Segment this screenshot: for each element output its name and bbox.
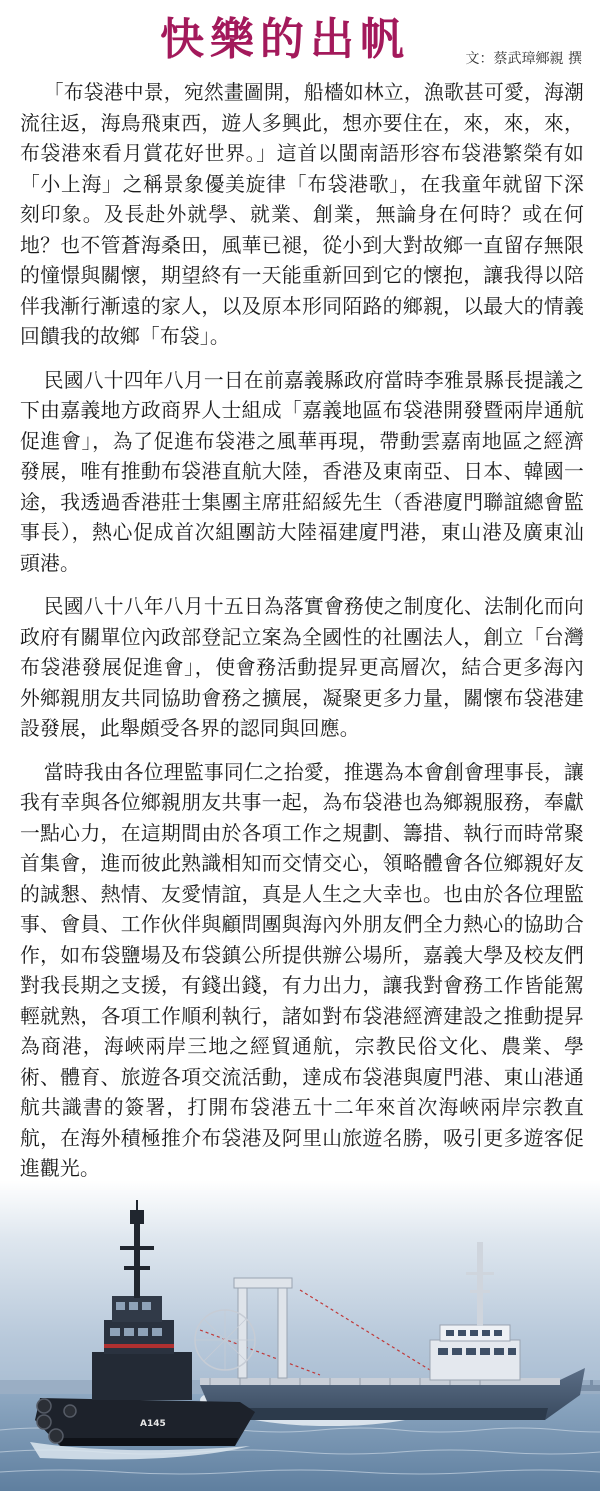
article-byline: 文：蔡武璋鄉親 撰 [465, 51, 582, 67]
article-paragraph-2: 民國八十四年八月一日在前嘉義縣政府當時李雅景縣長提議之下由嘉義地方政商界人士組成「嘉義地區布袋港開發暨兩岸通航促進會」，為了促進布袋港之風華再現，帶動雲嘉南地區之經濟發展，唯有推動布袋港直航大陸，香港及東南亞、日本、韓國一途，我透過香港莊士集團主席莊紹綏先生（香港廈門聯誼總會監事長），熱心促成首次組團訪大陸福建廈門港，東山港及廣東汕頭港。 [20, 368, 584, 575]
article-header [0, 0, 600, 76]
article-paragraph-4: 當時我由各位理監事同仁之抬愛，推選為本會創會理事長，讓我有幸與各位鄉親朋友共事一起，為布袋港也為鄉親服務，奉獻一點心力，在這期間由於各項工作之規劃、籌措、執行而時常聚首集會，進而彼此熟識相知而交情交心，領略體會各位鄉親好友的誠懇、熱情、友愛情誼，真是人生之大幸也。也由於各位理監事、會員、工作伙伴與顧問團與海內外朋友們全力熱心的協助合作，如布袋鹽場及布袋鎮公所提供辦公場所，嘉義大學及校友們對我長期之支援，有錢出錢，有力出力，讓我對會務工作皆能駕輕就熟，各項工作順利執行，諸如對布袋港經濟建設之推動提昇為商港，海峽兩岸三地之經貿通航，宗教民俗文化、農業、學術、體育、旅遊各項交流活動，達成布袋港與廈門港、東山港通航共識書的簽署，打開布袋港五十二年來首次海峽兩岸宗教直航，在海外積極推介布袋港及阿里山旅遊名勝，吸引更多遊客促進觀光。 [20, 760, 584, 1180]
harbor-photo-illustration [0, 1180, 600, 1491]
article-title: 快樂的出帆 [160, 14, 410, 65]
article-paragraph-1: 「布袋港中景，宛然畫圖開，船檣如林立，漁歌甚可愛，海潮流往返，海鳥飛東西，遊人多興此，想亦要住在，來，來，來，布袋港來看月賞花好世界。」這首以閩南語形容布袋港繁榮有如「小上海」之稱景象優美旋律「布袋港歌」，在我童年就留下深刻印象。及長赴外就學、就業、創業，無論身在何時？或在何地？也不管蒼海桑田，風華已褪，從小到大對故鄉一直留存無限的憧憬與關懷，期望終有一天能重新回到它的懷抱，讓我得以陪伴我漸行漸遠的家人，以及原本形同陌路的鄉親，以最大的情義回饋我的故鄉「布袋」。 [20, 81, 584, 348]
article-body [20, 78, 584, 1363]
tugboat-hull-number: A145 [140, 1419, 166, 1429]
harbor-photo [0, 1180, 600, 1491]
article-paragraph-3: 民國八十八年八月十五日為落實會務使之制度化、法制化而向政府有關單位內政部登記立案為全國性的社團法人，創立「台灣布袋港發展促進會」，使會務活動提昇更高層次，結合更多海內外鄉親朋友共同協助會務之擴展，凝聚更多力量，關懷布袋港建設發展，此舉頗受各界的認同與回應。 [20, 595, 584, 740]
